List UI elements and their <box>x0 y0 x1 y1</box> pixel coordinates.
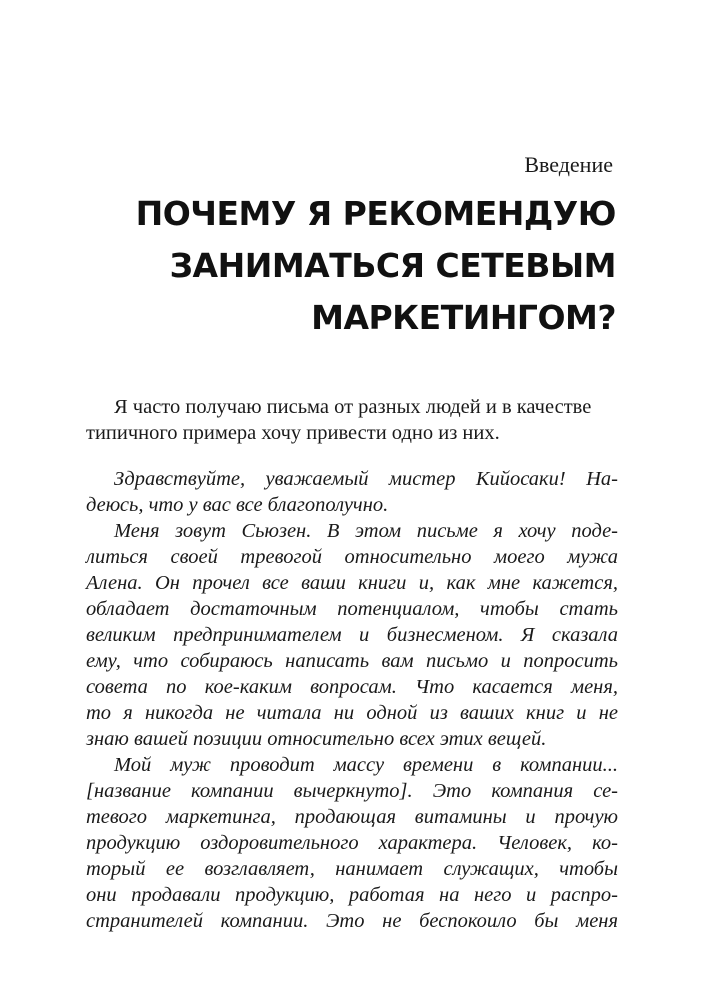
chapter-title-line: ПОЧЕМУ Я РЕКОМЕНДУЮ <box>135 194 616 233</box>
chapter-title-line: МАРКЕТИНГОМ? <box>311 298 616 337</box>
letter-paragraph <box>86 518 618 752</box>
text-line: совета по кое-каким вопросам. Что касается меня, <box>86 676 618 698</box>
text-line: Мой муж проводит массу времени в компании... <box>114 754 618 776</box>
text-line: Алена. Он прочел все ваши книги и, как мне кажется, <box>86 572 618 594</box>
chapter-title-line: ЗАНИМАТЬСЯ СЕТЕВЫМ <box>169 246 616 285</box>
text-line: знаю вашей позиции относительно всех этих вещей. <box>86 728 547 750</box>
text-line: литься своей тревогой относительно моего мужа <box>86 546 618 568</box>
text-line: деюсь, что у вас все благополучно. <box>86 494 389 516</box>
chapter-title <box>76 188 616 344</box>
text-line: великим предпринимателем и бизнесменом. Я сказала <box>86 624 618 646</box>
letter-paragraph <box>86 466 618 518</box>
text-line: ему, что собираюсь написать вам письмо и попросить <box>86 650 618 672</box>
quoted-letter <box>86 466 618 934</box>
text-line: обладает достаточным потенциалом, чтобы стать <box>86 598 618 620</box>
text-line: [название компании вычеркнуто]. Это компания се- <box>86 780 618 802</box>
letter-paragraph <box>86 752 618 934</box>
text-line: то я никогда не читала ни одной из ваших книг и не <box>86 702 618 724</box>
text-line: продукцию оздоровительного характера. Человек, ко- <box>86 832 618 854</box>
chapter-label: Введение <box>524 152 613 177</box>
intro-paragraph <box>86 394 618 446</box>
text-line: они продавали продукцию, работая на него и распро- <box>86 884 618 906</box>
text-line: тевого маркетинга, продающая витамины и прочую <box>86 806 618 828</box>
text-line: странителей компании. Это не беспокоило бы меня <box>86 910 618 932</box>
text-line: Я часто получаю письма от разных людей и в качестве <box>114 396 592 418</box>
text-line: торый ее возглавляет, нанимает служащих, чтобы <box>86 858 618 880</box>
text-line: Меня зовут Сьюзен. В этом письме я хочу поде- <box>114 520 618 542</box>
text-line: Здравствуйте, уважаемый мистер Кийосаки! На- <box>114 468 618 490</box>
body-text <box>86 394 618 934</box>
text-line: типичного примера хочу привести одно из них. <box>86 422 500 444</box>
